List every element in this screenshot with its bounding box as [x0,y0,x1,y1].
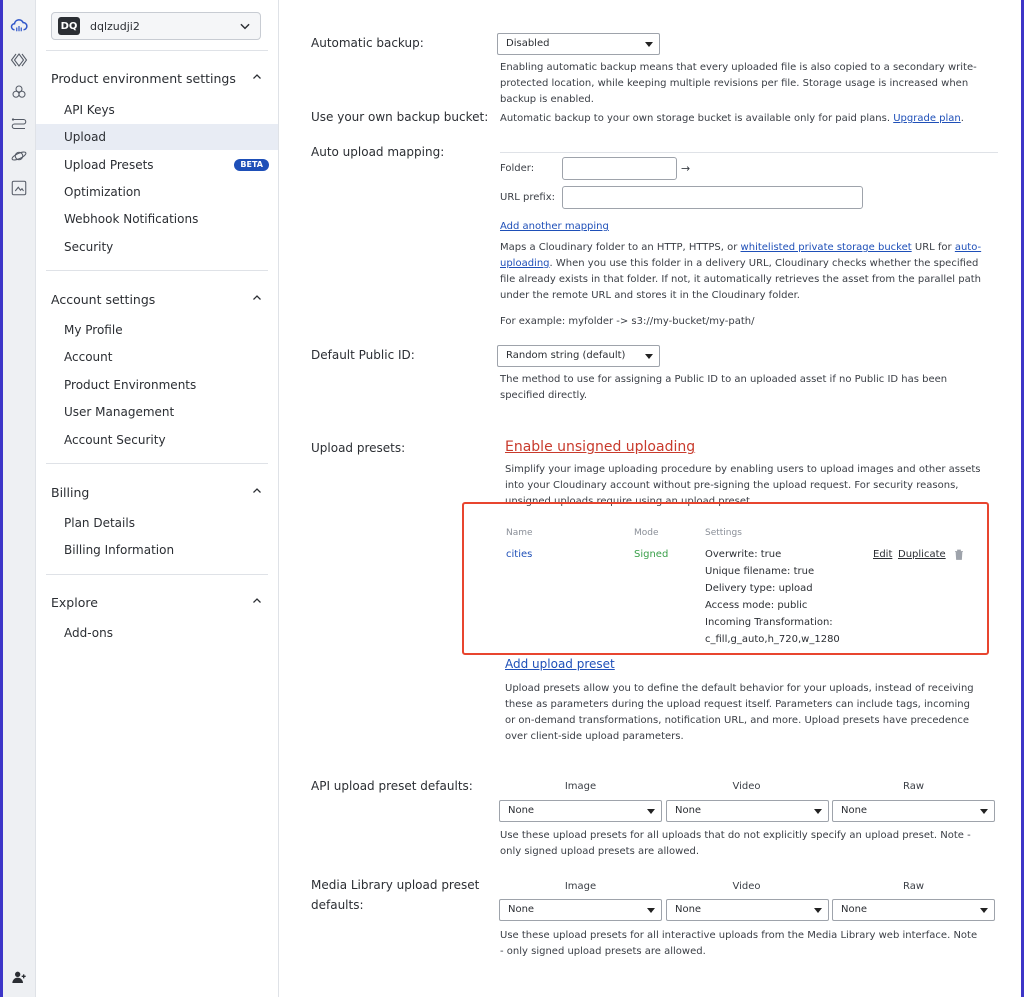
mapping-example: For example: myfolder -> s3://my-bucket/my-path/ [500,316,755,327]
sidebar-item-upload[interactable]: Upload [36,124,278,150]
backup-bucket-description [500,111,980,127]
settings-sidebar [36,0,279,997]
sidebar-item-user-management[interactable]: User Management [64,405,175,419]
setting-line: Delivery type: upload [705,583,813,594]
setting-line: c_fill,g_auto,h_720,w_1280 [705,634,840,645]
planet-icon[interactable] [9,146,29,166]
select-value: None [508,805,535,816]
section-title: Product environment settings [51,71,236,86]
url-prefix-label: URL prefix: [500,192,555,203]
automatic-backup-label: Automatic backup: [311,36,424,50]
column-header-settings: Settings [705,528,742,538]
column-header-raw: Raw [902,881,925,892]
default-public-id-label: Default Public ID: [311,348,415,362]
caret-down-icon [980,809,988,814]
api-video-preset-select[interactable] [666,800,829,822]
chevron-up-icon [251,71,263,83]
section-billing[interactable] [51,485,263,500]
url-prefix-input[interactable] [562,186,863,209]
sidebar-item-api-keys[interactable]: API Keys [64,103,115,117]
ml-video-preset-select[interactable] [666,899,829,921]
column-header-raw: Raw [902,781,925,792]
sidebar-item-account-security[interactable]: Account Security [64,433,166,447]
beta-badge: BETA [234,159,269,171]
diamond-nav-icon[interactable] [9,50,29,70]
select-value: None [675,904,702,915]
select-value: None [508,904,535,915]
preset-name-link[interactable]: cities [506,549,533,560]
sidebar-item-plan-details[interactable]: Plan Details [64,516,135,530]
description-text: URL for [914,242,952,253]
sidebar-item-product-environments[interactable]: Product Environments [64,378,197,392]
edit-preset-link[interactable]: Edit [873,549,893,560]
setting-line: Access mode: public [705,600,808,611]
divider [46,270,268,271]
ml-image-preset-select[interactable] [499,899,662,921]
media-library-icon[interactable] [9,82,29,102]
api-raw-preset-select[interactable] [832,800,995,822]
environment-name: dqlzudji2 [90,19,140,33]
image-edit-icon[interactable] [9,178,29,198]
caret-down-icon [814,809,822,814]
section-account-settings[interactable] [51,292,263,307]
duplicate-preset-link[interactable]: Duplicate [898,549,946,560]
column-header-video: Video [732,781,761,792]
setting-line: Unique filename: true [705,566,815,577]
api-preset-defaults-label: API upload preset defaults: [311,779,473,793]
preset-settings [705,546,840,648]
caret-down-icon [645,42,653,47]
environment-badge: DQ [58,17,80,35]
enable-unsigned-uploading-link[interactable]: Enable unsigned uploading [505,439,696,455]
sidebar-item-account[interactable]: Account [64,350,113,364]
section-title: Billing [51,485,90,500]
caret-down-icon [647,809,655,814]
workflow-icon[interactable] [9,114,29,134]
upload-presets-description: Upload presets allow you to define the default behavior for your uploads, instead of receiving these as parameters during the upload request itself. Parameters can include tags, incoming or on-demand transformations, notification URL, and more. Upload presets have precedence over client-side upload parameters. [505,683,974,742]
chevron-up-icon [251,595,263,607]
column-header-image: Image [564,781,597,792]
add-another-mapping-link[interactable]: Add another mapping [500,221,609,232]
automatic-backup-description: Enabling automatic backup means that every uploaded file is also copied to a secondary write-protected location, while keeping multiple revisions per file. Storage usage is increased when backup is enabled. [500,62,977,105]
default-public-id-select[interactable] [497,345,660,367]
cloudinary-logo-icon[interactable] [9,16,29,36]
whitelisted-storage-link[interactable]: whitelisted private storage bucket [740,242,912,253]
section-product-environment-settings[interactable] [51,71,263,86]
setting-line: Overwrite: true [705,549,782,560]
punctuation: . [960,113,964,124]
icon-rail [3,0,36,997]
media-library-preset-defaults-label: Media Library upload preset defaults: [311,878,480,912]
folder-input[interactable] [562,157,677,180]
add-user-icon[interactable] [11,969,27,985]
add-upload-preset-link[interactable]: Add upload preset [505,657,615,671]
setting-line: Incoming Transformation: [705,617,833,628]
unsigned-uploading-description: Simplify your image uploading procedure by enabling users to upload images and other assets into your Cloudinary account without pre-signing the upload request. For security reasons, unsigned uploads require using an upload preset. [505,464,981,507]
caret-down-icon [980,908,988,913]
ml-preset-defaults-description: Use these upload presets for all interactive uploads from the Media Library web interface. Note - only signed upload presets are allowed. [500,930,978,957]
sidebar-item-billing-information[interactable]: Billing Information [64,543,175,557]
caret-down-icon [645,354,653,359]
divider [46,463,268,464]
auto-upload-mapping-description [500,240,982,304]
column-header-image: Image [564,881,597,892]
environment-selector[interactable] [51,12,261,40]
sidebar-item-my-profile[interactable]: My Profile [64,323,123,337]
select-value: None [841,904,868,915]
backup-bucket-label: Use your own backup bucket: [311,110,489,124]
divider [46,50,268,51]
select-value: None [841,805,868,816]
folder-label: Folder: [500,163,535,174]
arrow-right-icon: → [681,162,691,175]
sidebar-item-add-ons[interactable]: Add-ons [64,626,113,640]
upload-presets-table [462,502,989,655]
select-value: Random string (default) [506,350,626,361]
upload-settings-main [280,0,1021,997]
caret-down-icon [814,908,822,913]
auto-upload-mapping-label: Auto upload mapping: [311,145,445,159]
section-title: Account settings [51,292,156,307]
api-image-preset-select[interactable] [499,800,662,822]
trash-icon[interactable] [953,548,965,561]
section-explore[interactable] [51,595,263,610]
select-value: None [675,805,702,816]
column-header-mode: Mode [634,528,659,538]
sidebar-item-webhook-notifications[interactable]: Webhook Notifications [64,212,199,226]
column-header-name: Name [506,528,533,538]
section-title: Explore [51,595,98,610]
preset-mode-badge: Signed [634,549,669,560]
default-public-id-description: The method to use for assigning a Public ID to an uploaded asset if no Public ID has been specified directly. [500,374,948,401]
divider [500,152,998,153]
sidebar-item-optimization[interactable]: Optimization [64,185,141,199]
description-text: . When you use this folder in a delivery URL, Cloudinary checks whether the specified file already exists in that folder. If not, it automatically retrieves the asset from the parallel path under the remote URL and stores it in the Cloudinary folder. [500,258,981,301]
automatic-backup-select[interactable] [497,33,660,55]
upload-presets-label: Upload presets: [311,441,406,455]
sidebar-item-upload-presets[interactable] [36,152,278,178]
sidebar-item-label: Upload Presets [64,158,154,172]
chevron-up-icon [251,292,263,304]
divider [46,574,268,575]
api-preset-defaults-description: Use these upload presets for all uploads that do not explicitly specify an upload preset. Note - only signed upload presets are allowed. [500,830,971,857]
select-value: Disabled [506,38,550,49]
chevron-up-icon [251,485,263,497]
sidebar-item-security[interactable]: Security [64,240,114,254]
ml-raw-preset-select[interactable] [832,899,995,921]
description-text: Maps a Cloudinary folder to an HTTP, HTTPS, or [500,242,738,253]
caret-down-icon [647,908,655,913]
description-text: Automatic backup to your own storage bucket is available only for paid plans. [500,113,891,124]
auto-uploading-link[interactable]: auto-uploading [500,242,982,269]
upgrade-plan-link[interactable]: Upgrade plan [893,113,961,124]
column-header-video: Video [732,881,761,892]
chevron-down-icon [238,19,252,33]
